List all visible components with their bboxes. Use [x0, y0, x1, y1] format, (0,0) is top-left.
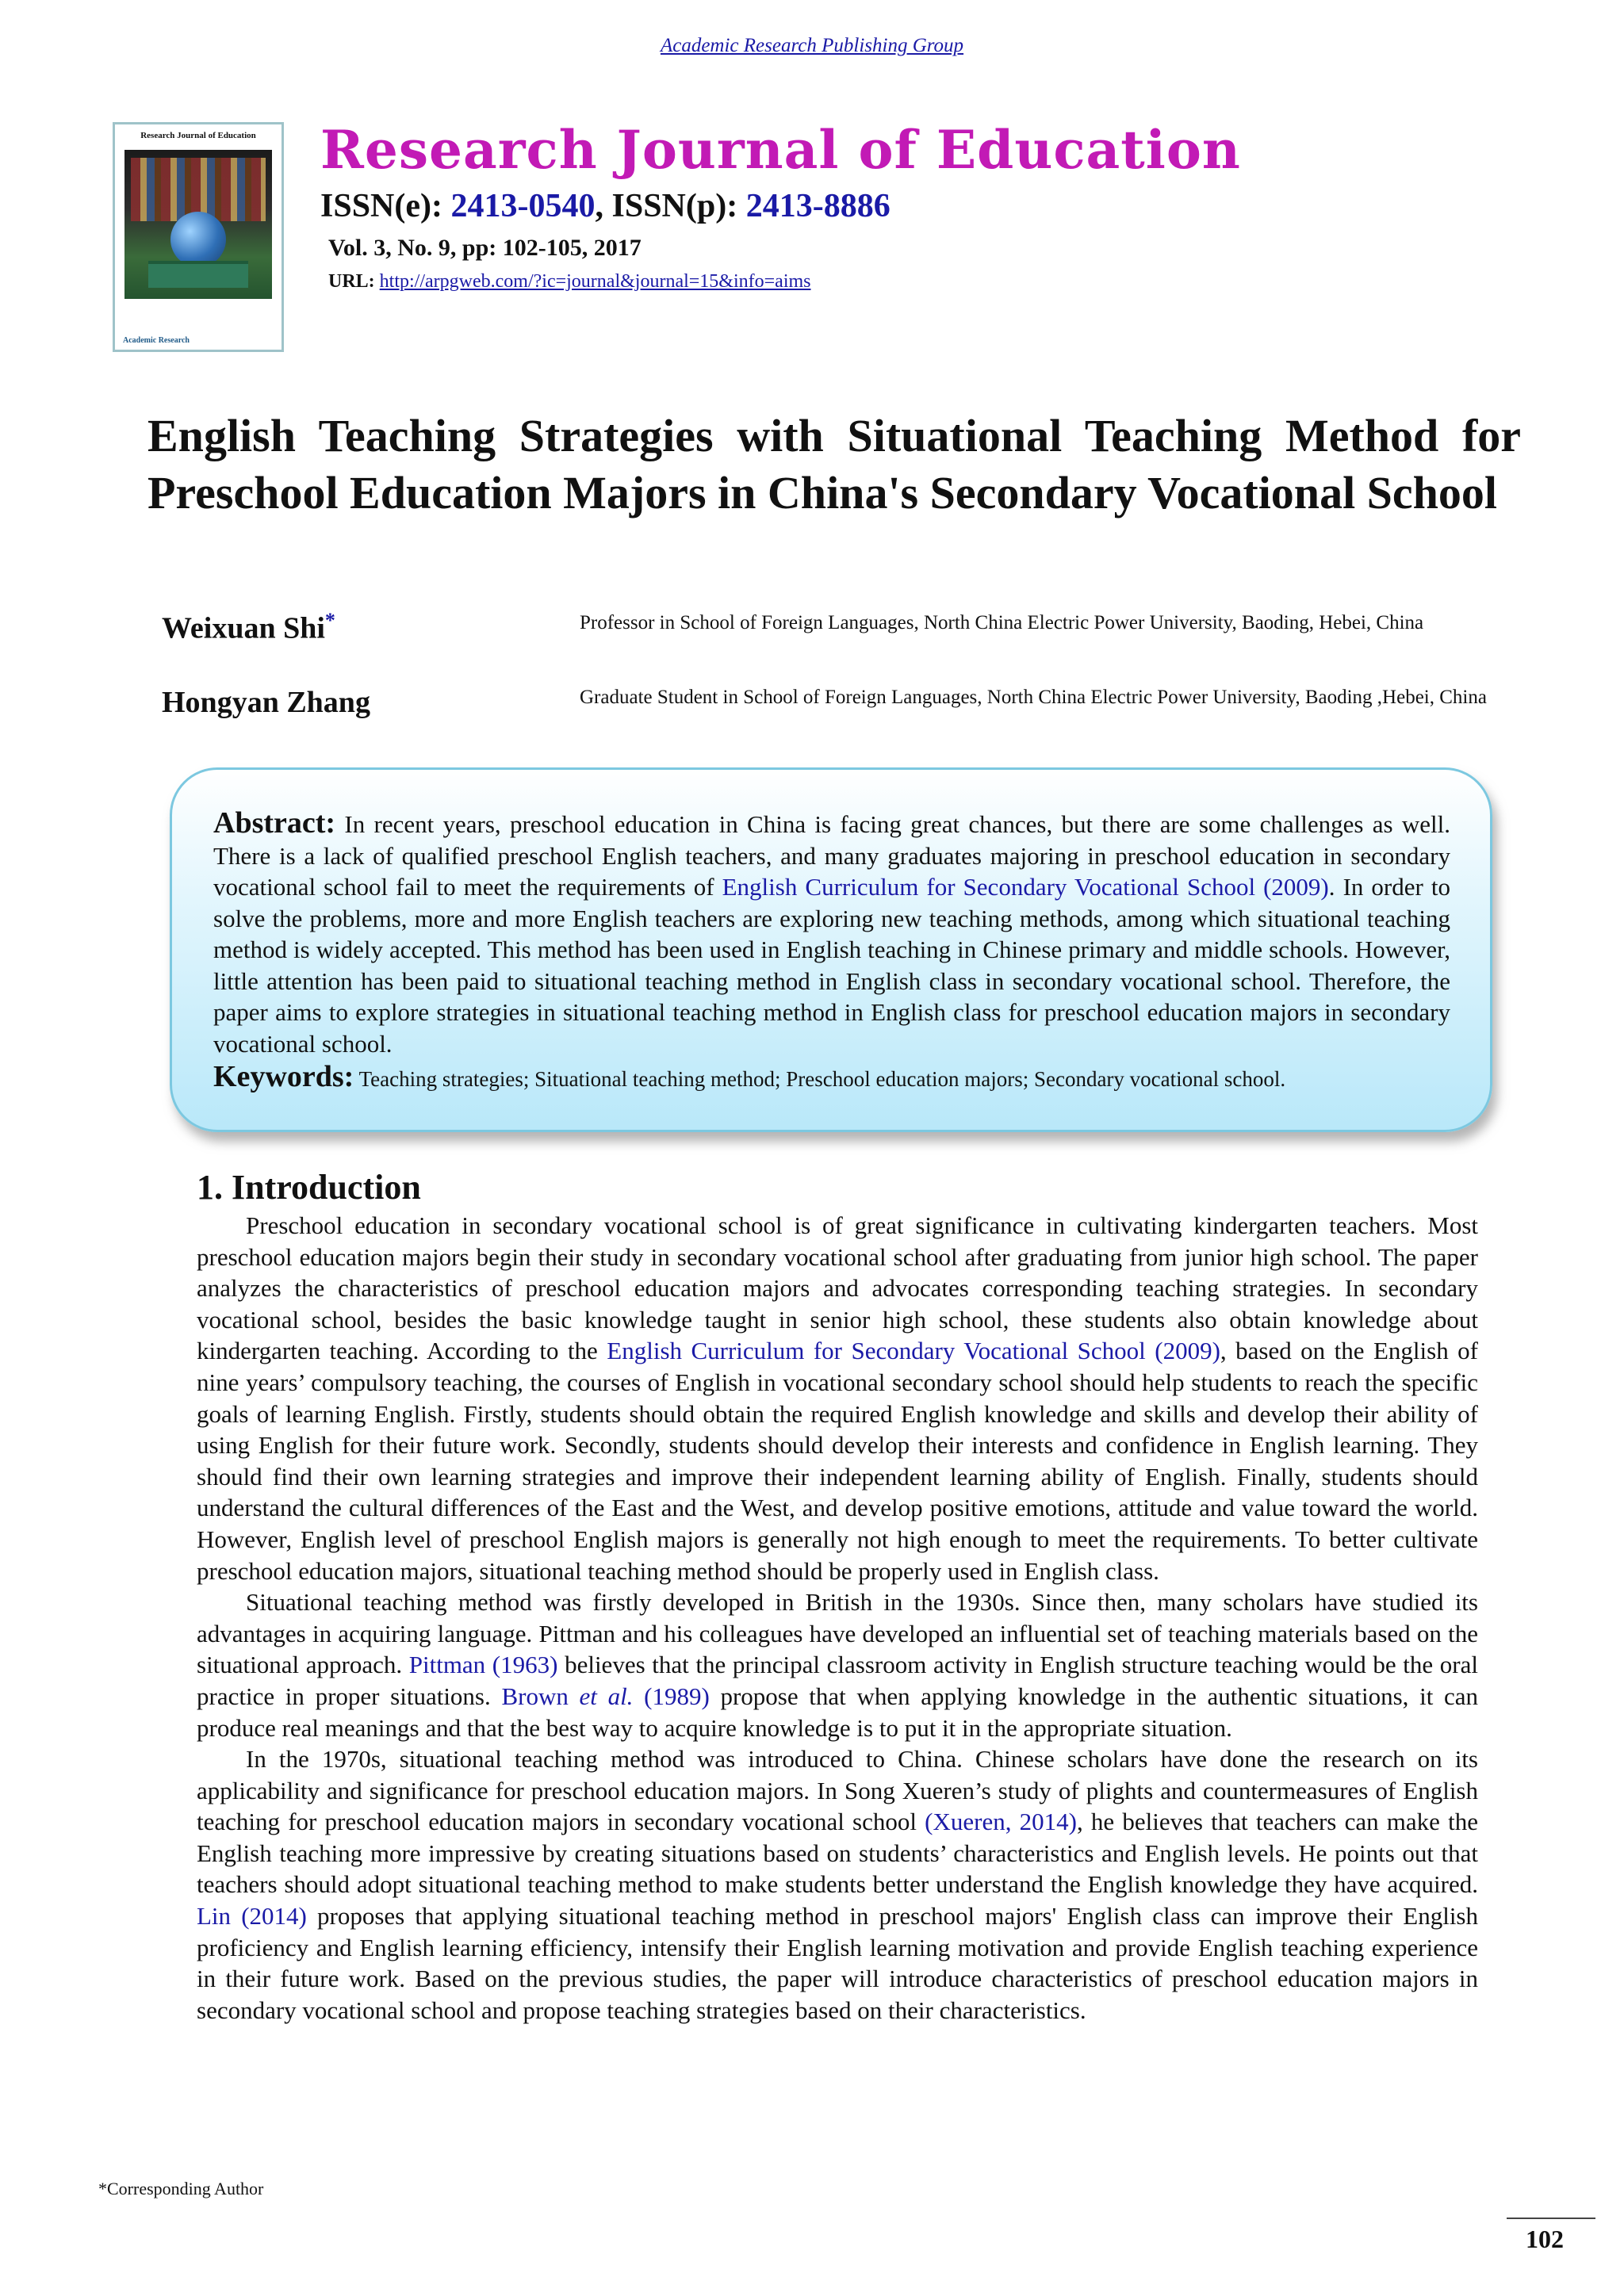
issn-p-value: 2413-8886 — [745, 188, 891, 224]
abstract-heading: Abstract: — [213, 806, 336, 840]
abstract-citation-link[interactable]: English Curriculum for Secondary Vocational School (2009) — [722, 873, 1329, 901]
citation-part: (1989) — [633, 1682, 710, 1710]
article-title: English Teaching Strategies with Situational Teaching Method for Preschool Education Majors in China's Secondary Vocational School — [147, 410, 1521, 519]
url-line — [328, 271, 811, 293]
journal-url-link[interactable]: http://arpgweb.com/?ic=journal&journal=15&info=aims — [379, 271, 811, 292]
globe-icon — [170, 212, 226, 267]
divider — [1507, 2218, 1595, 2219]
issn-separator: , ISSN(p): — [595, 188, 746, 224]
issn-line — [320, 187, 891, 225]
page-number: 102 — [1526, 2225, 1564, 2253]
keywords-line — [213, 1061, 1450, 1095]
url-label: URL: — [328, 271, 380, 292]
abstract-part: In recent years, preschool education in China is facing great chances, but there are some challenges as well. There is a lack of qualified preschool English teachers, and many graduates majoring in preschool education in secondary vocational school fail to meet the requirements of — [213, 810, 1450, 901]
author-name — [162, 609, 335, 646]
journal-title: Research Journal of Education — [320, 119, 1241, 181]
citation-part: Brown — [501, 1682, 580, 1710]
keywords-heading: Keywords: — [213, 1060, 354, 1093]
citation-link[interactable] — [501, 1682, 709, 1710]
cover-logo: Academic Research — [123, 336, 190, 345]
abstract-text — [213, 808, 1450, 1059]
text-run: propose that when applying knowledge in the authentic situations, it can produce real meanings and that the best way to acquire knowledge is to put it in the appropriate situation. — [197, 1682, 1479, 1742]
text-run: , based on the English of nine years’ compulsory teaching, the courses of English in vocational secondary school should help students to reach the specific goals of learning English. Firstly, students should obtain the required English knowledge and skills and develop their ability of using English for their future work. Secondly, students should develop their interests and confidence in English learning. They should find their own learning strategies and improve their independent learning ability of English. Finally, students should understand the cultural differences of the East and the West, and develop positive emotions, attitude and value toward the world. However, English level of preschool English majors is generally not high enough to meet the requirements. To better cultivate preschool education majors, situational teaching method should be properly used in English class. — [197, 1337, 1478, 1585]
author-affiliation: Professor in School of Foreign Languages, North China Electric Power University, Baoding, Hebei, China — [580, 612, 1424, 633]
citation-link[interactable]: English Curriculum for Secondary Vocational School (2009) — [607, 1337, 1220, 1365]
cover-title: Research Journal of Education — [140, 131, 256, 140]
text-run: believes that the principal classroom activity in English structure teaching would be the oral practice in proper situations. — [197, 1651, 1478, 1710]
citation-link[interactable]: Pittman (1963) — [408, 1651, 558, 1679]
text-run: In the 1970s, situational teaching method was introduced to China. Chinese scholars have done the research on its applicability and significance for preschool education majors. In Song Xueren’s study of plights and countermeasures of English teaching for preschool education majors in secondary vocational school — [197, 1745, 1478, 1836]
text-run: Situational teaching method was firstly developed in British in the 1930s. Since then, many scholars have studied its advantages in acquiring language. Pittman and his colleagues have developed an influential set of teaching materials based on the situational approach. — [197, 1588, 1478, 1679]
footnote: *Corresponding Author — [98, 2179, 264, 2198]
citation-link[interactable]: Lin (2014) — [197, 1902, 307, 1931]
journal-cover-image — [113, 122, 284, 352]
introduction-body — [197, 1210, 1478, 2026]
paragraph — [197, 1586, 1478, 1743]
citation-link[interactable]: (Xueren, 2014) — [925, 1808, 1077, 1836]
abstract-box — [170, 767, 1492, 1132]
issn-e-label: ISSN(e): — [320, 188, 451, 224]
abstract-part: . In order to solve the problems, more and more English teachers are exploring new teaching methods, among which situational teaching method is widely accepted. This method has been used in English teaching in Chinese primary and middle schools. However, little attention has been paid to situational teaching method in English class in secondary vocational school. Therefore, the paper aims to explore strategies in situational teaching method in English class for preschool education majors in secondary vocational school. — [213, 873, 1451, 1058]
keywords-text: Teaching strategies; Situational teaching method; Preschool education majors; Secondary vocational school. — [354, 1067, 1286, 1091]
citation-part: et al. — [579, 1682, 634, 1710]
volume-line: Vol. 3, No. 9, pp: 102-105, 2017 — [328, 235, 642, 261]
paragraph — [197, 1743, 1478, 2026]
publisher-link[interactable]: Academic Research Publishing Group — [660, 35, 964, 56]
corresponding-marker[interactable]: * — [324, 609, 335, 632]
text-run: , he believes that teachers can make the English teaching more impressive by creating situations based on students’ characteristics and English levels. He points out that teachers should adopt situational teaching method to make students better understand the English knowledge they have acquired. — [197, 1808, 1478, 1899]
cover-illustration — [124, 150, 272, 299]
section-heading: 1. Introduction — [197, 1168, 421, 1207]
paragraph — [197, 1210, 1478, 1586]
text-run: proposes that applying situational teaching method in preschool majors' English class can improve their English proficiency and English learning efficiency, intensify their English learning motivation and provide English teaching experience in their future work. Based on the previous studies, the paper will introduce characteristics of preschool education majors in secondary vocational school and propose teaching strategies based on their characteristics. — [197, 1902, 1478, 2024]
issn-e-value: 2413-0540 — [450, 188, 596, 224]
author-affiliation: Graduate Student in School of Foreign Languages, North China Electric Power University, Baoding ,Hebei, China — [580, 687, 1487, 708]
author-name-text: Weixuan Shi — [162, 611, 325, 645]
author-name: Hongyan Zhang — [162, 686, 370, 719]
text-run: Preschool education in secondary vocational school is of great significance in cultivating kindergarten teachers. Most preschool education majors begin their study in secondary vocational school after graduating from junior high school. The paper analyzes the characteristics of preschool education majors and advocates corresponding teaching strategies. In secondary vocational school, besides the basic knowledge taught in senior high school, these students also obtain knowledge about kindergarten teaching. According to the — [197, 1211, 1478, 1365]
